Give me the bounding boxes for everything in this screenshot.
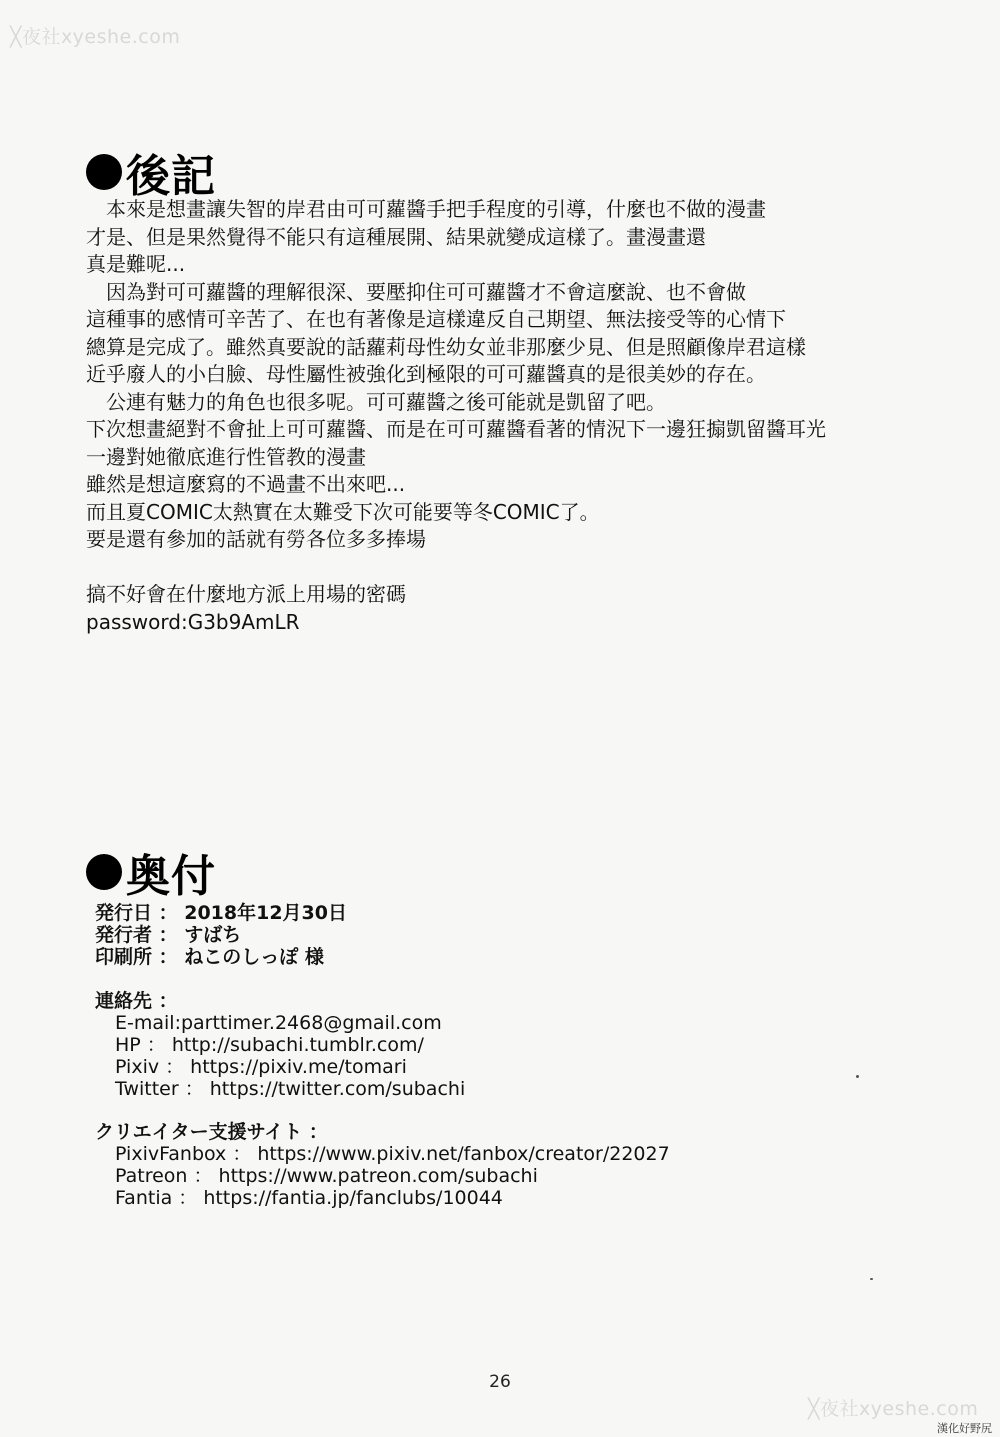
afterword-line: 公連有魅力的角色也很多呢。可可蘿醬之後可能就是凱留了吧。: [106, 389, 666, 414]
afterword-body: [86, 196, 906, 636]
print-speck: [870, 1278, 873, 1280]
afterword-line: 下次想畫絕對不會扯上可可蘿醬、而是在可可蘿醬看著的情況下一邊狂搧凱留醬耳光: [86, 417, 826, 441]
watermark-bottom: ╳夜社xyeshe.com: [808, 1398, 979, 1420]
spacer: [86, 554, 906, 582]
afterword-line: 真是難呢...: [86, 252, 186, 276]
password-note: 搞不好會在什麼地方派上用場的密碼: [86, 582, 406, 606]
page-number: 26: [489, 1372, 511, 1392]
watermark-top: ╳夜社xyeshe.com: [10, 26, 181, 48]
fanbox-text: PixivFanbox ： https://www.pixiv.net/fanbox/creator/22027: [115, 1143, 670, 1165]
afterword-line: 本來是想畫讓失智的岸君由可可蘿醬手把手程度的引導，什麼也不做的漫畫: [106, 197, 766, 221]
translator-credit: 漢化好野尻: [937, 1422, 992, 1435]
twitter-text: Twitter ： https://twitter.com/subachi: [115, 1078, 466, 1100]
homepage-text: HP ： http://subachi.tumblr.com/: [115, 1034, 424, 1056]
fantia-text: Fantia ： https://fantia.jp/fanclubs/10044: [115, 1187, 503, 1209]
print-speck: [856, 1075, 859, 1078]
password-text: password:G3b9AmLR: [86, 609, 300, 634]
afterword-title: 後記: [126, 151, 216, 202]
afterword-heading: [86, 140, 216, 204]
afterword-line: 才是、但是果然覺得不能只有這種展開、結果就變成這樣了。畫漫畫還: [86, 224, 706, 249]
bullet-icon: [86, 854, 122, 890]
afterword-line: 總算是完成了。雖然真要說的話蘿莉母性幼女並非那麼少見、但是照顧像岸君這樣: [86, 334, 806, 359]
afterword-line: 而且夏COMIC太熱實在太難受下次可能要等冬COMIC了。: [86, 499, 600, 524]
pixiv-text: Pixiv ： https://pixiv.me/tomari: [115, 1056, 407, 1078]
afterword-line: 雖然是想這麼寫的不過畫不出來吧...: [86, 472, 406, 496]
email-text: E-mail:parttimer.2468@gmail.com: [115, 1012, 442, 1034]
publication-info: [95, 902, 695, 968]
colophon-title: 奥付: [126, 851, 216, 902]
afterword-line: 要是還有參加的話就有勞各位多多捧場: [86, 527, 426, 551]
bullet-icon: [86, 154, 122, 190]
creator-support-info: [95, 1121, 695, 1209]
contact-info: [95, 990, 695, 1100]
afterword-line: 近乎廢人的小白臉、母性屬性被強化到極限的可可蘿醬真的是很美妙的存在。: [86, 362, 766, 386]
colophon-heading: [86, 840, 216, 904]
publish-date: 発行日 ： 2018年12月30日: [95, 902, 347, 924]
afterword-line: 這種事的感情可辛苦了、在也有著像是這樣違反自己期望、無法接受等的心情下: [86, 307, 786, 331]
contact-label: 連絡先 ：: [95, 990, 178, 1012]
afterword-line: 一邊對她徹底進行性管教的漫畫: [86, 444, 366, 469]
patreon-text: Patreon ： https://www.patreon.com/subachi: [115, 1165, 538, 1187]
afterword-line: 因為對可可蘿醬的理解很深、要壓抑住可可蘿醬才不會這麼說、也不會做: [106, 279, 746, 304]
support-label: クリエイター支援サイト ：: [95, 1121, 328, 1143]
publisher: 発行者 ： すばち: [95, 924, 242, 946]
printer: 印刷所 ： ねこのしっぽ 様: [95, 946, 324, 968]
